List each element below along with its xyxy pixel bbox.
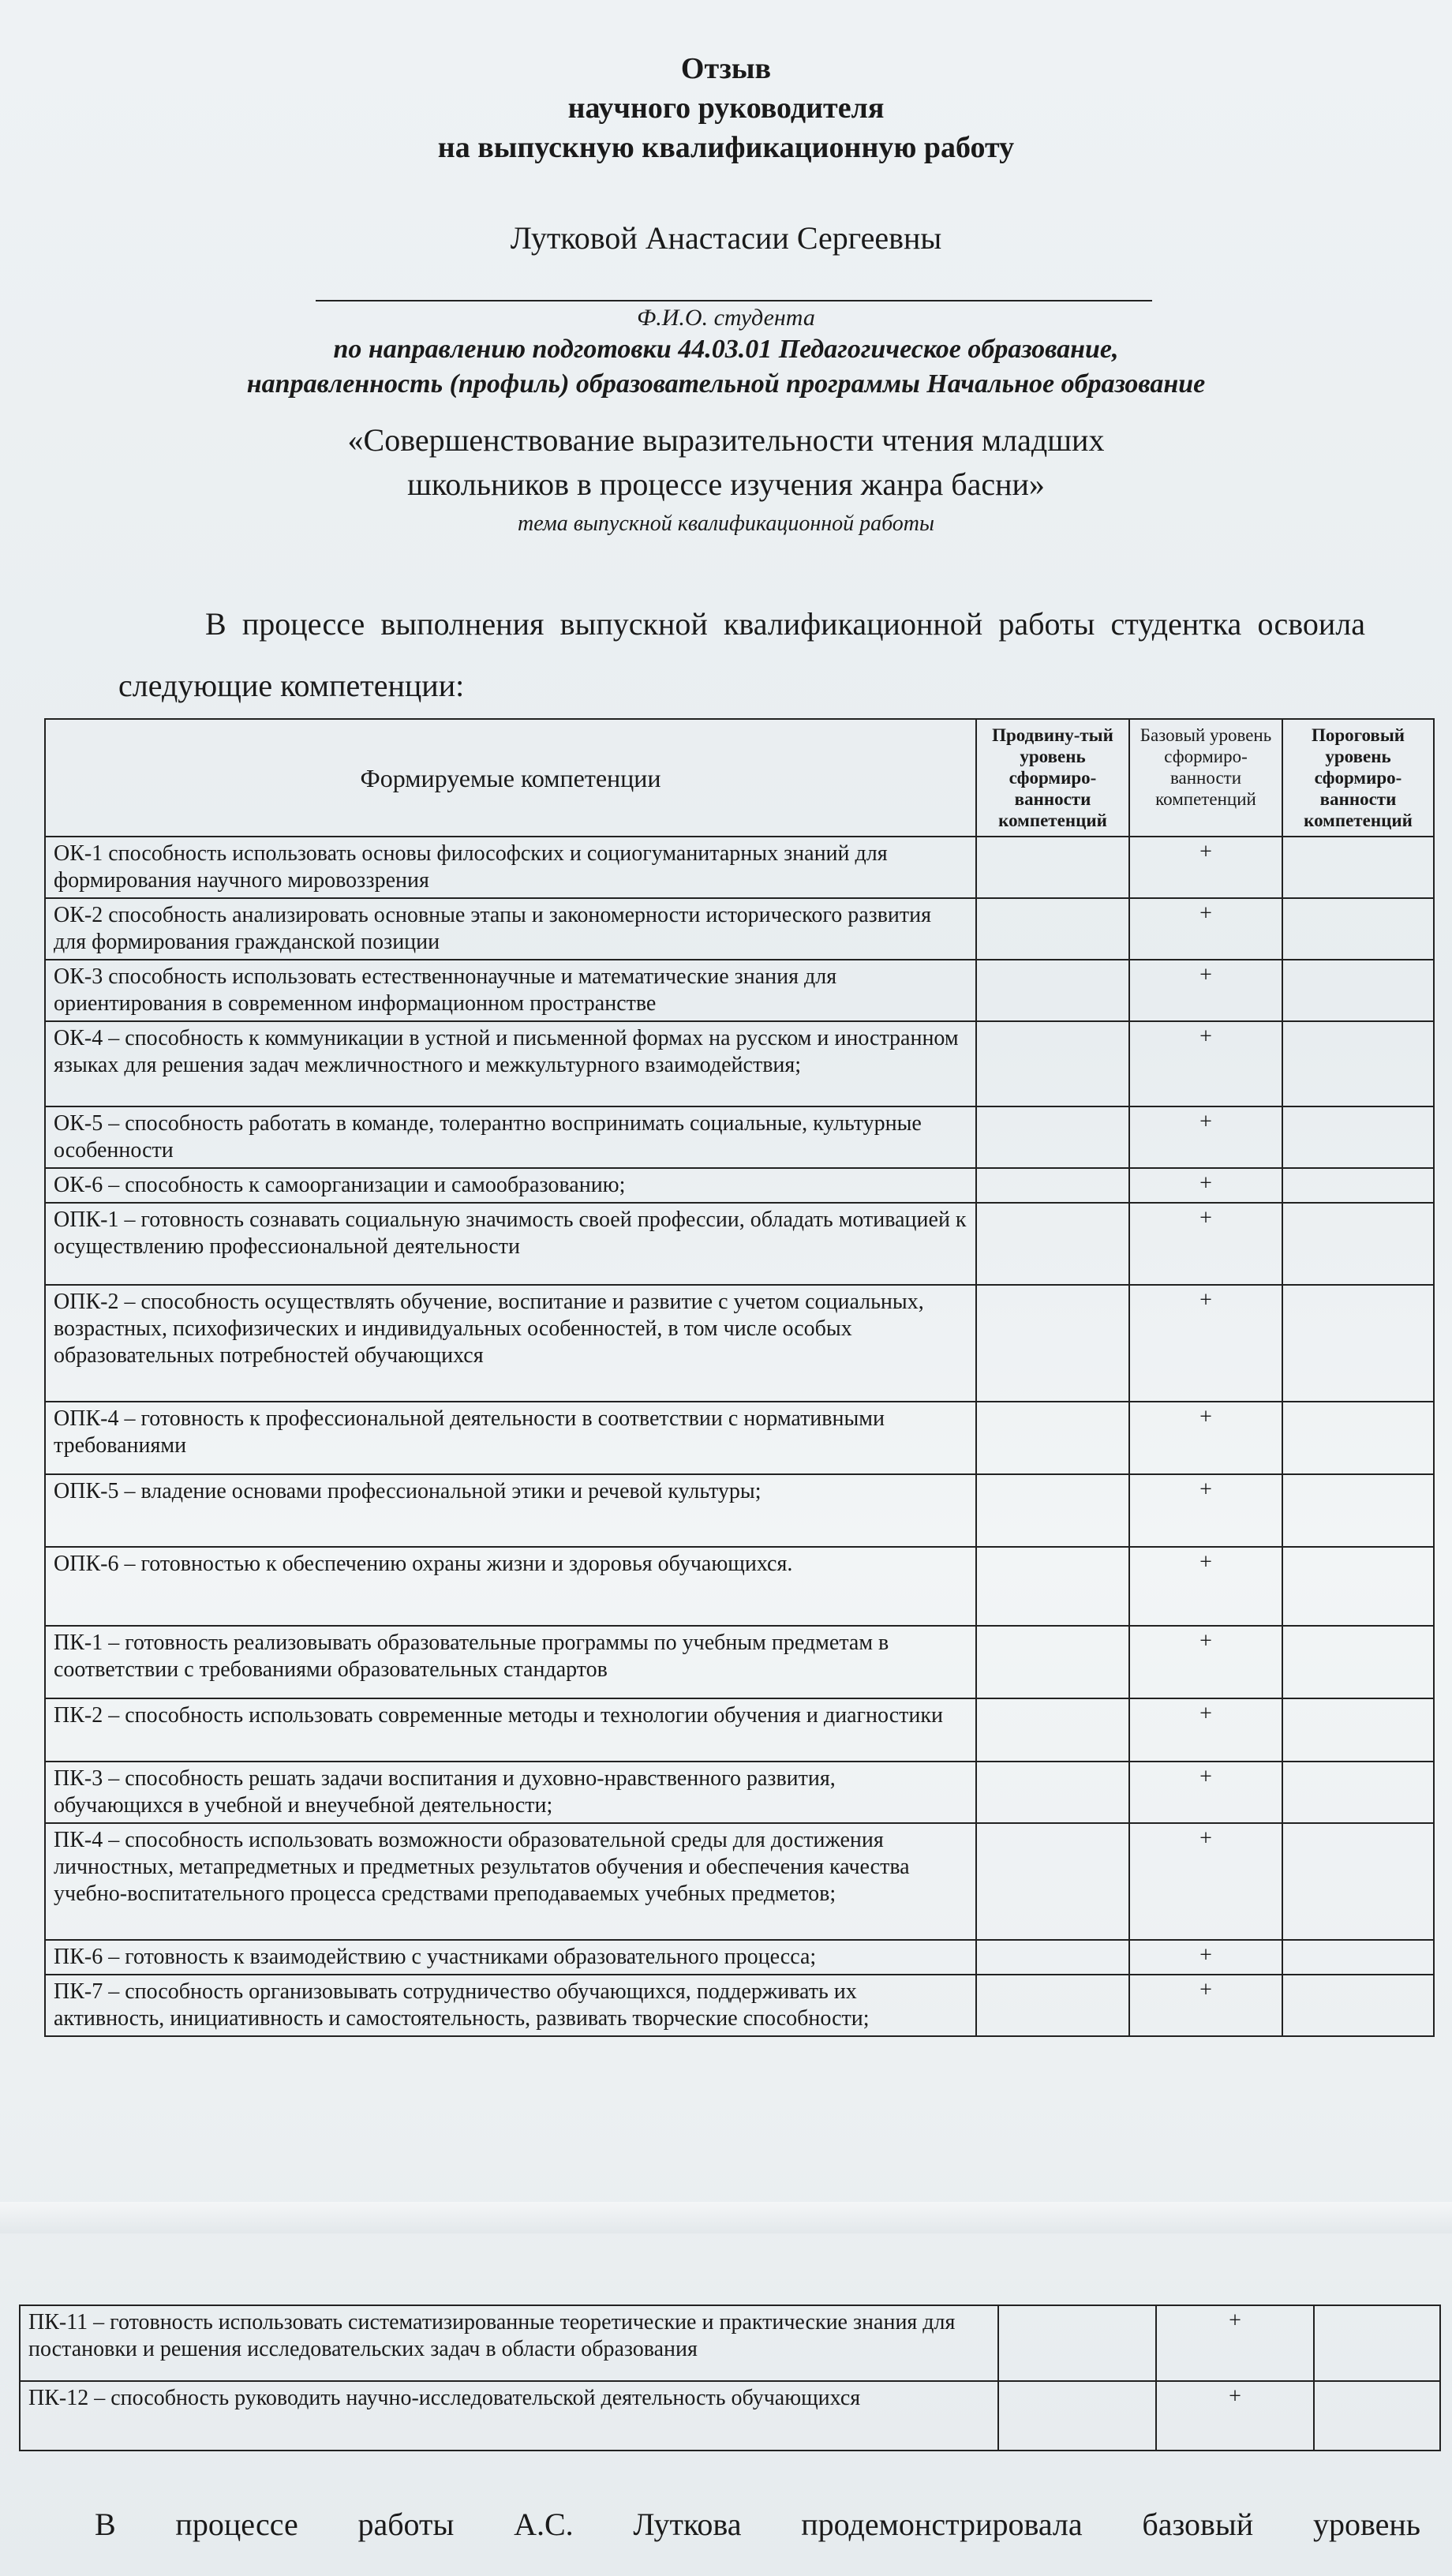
basic-level-cell: +	[1129, 1168, 1282, 1203]
advanced-level-cell	[998, 2381, 1156, 2451]
table-row	[45, 1762, 1434, 1823]
competence-cell: ПК-2 – способность использовать современные методы и технологии обучения и диагностики	[45, 1698, 976, 1762]
advanced-level-cell	[976, 837, 1129, 898]
table-row	[45, 1975, 1434, 2036]
student-name: Лутковой Анастасии Сергеевны	[510, 220, 942, 256]
doc-title: Отзыв	[680, 52, 772, 85]
basic-level-cell: +	[1129, 1698, 1282, 1762]
threshold-level-cell	[1282, 1698, 1434, 1762]
doc-subtitle-2: на выпускную квалификационную работу	[437, 131, 1015, 164]
threshold-level-cell	[1282, 1021, 1434, 1106]
basic-level-cell: +	[1129, 1021, 1282, 1106]
threshold-level-cell	[1282, 960, 1434, 1021]
threshold-level-cell	[1282, 1168, 1434, 1203]
basic-level-cell: +	[1156, 2381, 1314, 2451]
threshold-level-cell	[1282, 1547, 1434, 1626]
advanced-level-cell	[976, 1626, 1129, 1698]
table-row	[45, 1402, 1434, 1474]
table-body-continued	[20, 2305, 1440, 2451]
threshold-level-cell	[1282, 898, 1434, 960]
table-row	[45, 1698, 1434, 1762]
basic-level-cell: +	[1129, 1823, 1282, 1940]
competence-cell: ОПК-5 – владение основами профессиональной этики и речевой культуры;	[45, 1474, 976, 1547]
advanced-level-cell	[976, 1547, 1129, 1626]
table-row	[45, 960, 1434, 1021]
competence-table	[44, 718, 1435, 2037]
threshold-level-cell	[1282, 1975, 1434, 2036]
basic-level-cell: +	[1156, 2305, 1314, 2381]
table-row	[45, 1285, 1434, 1402]
competence-cell: ОК-5 – способность работать в команде, толерантно воспринимать социальные, культурные особенности	[45, 1106, 976, 1168]
table-row	[45, 1168, 1434, 1203]
advanced-level-cell	[976, 1823, 1129, 1940]
basic-level-cell: +	[1129, 1106, 1282, 1168]
advanced-level-cell	[976, 1402, 1129, 1474]
basic-level-cell: +	[1129, 1626, 1282, 1698]
table-row	[20, 2381, 1440, 2451]
advanced-level-cell	[976, 1168, 1129, 1203]
competence-table-continued	[19, 2305, 1441, 2451]
threshold-level-cell	[1282, 1626, 1434, 1698]
competence-cell: ОК-1 способность использовать основы философских и социогуманитарных знаний для формирования научного мировоззрения	[45, 837, 976, 898]
table-row	[45, 1203, 1434, 1285]
table-row	[45, 1823, 1434, 1940]
advanced-level-cell	[976, 1106, 1129, 1168]
advanced-level-cell	[976, 1203, 1129, 1285]
threshold-level-cell	[1282, 1402, 1434, 1474]
competence-cell: ОПК-1 – готовность сознавать социальную значимость своей профессии, обладать мотивацией к осуществлению профессиональной деятельности	[45, 1203, 976, 1285]
page-break	[0, 2202, 1452, 2233]
basic-level-cell: +	[1129, 1762, 1282, 1823]
basic-level-cell: +	[1129, 960, 1282, 1021]
intro-paragraph: В процессе выполнения выпускной квалификационной работы студентка освоила следующие компетенции:	[118, 606, 1365, 703]
closing-paragraph: В процессе работы А.С. Луткова продемонстрировала базовый уровень	[95, 2507, 1420, 2542]
theme-line-1: «Совершенствование выразительности чтения младших	[347, 422, 1105, 458]
basic-level-cell: +	[1129, 837, 1282, 898]
threshold-level-cell	[1314, 2381, 1440, 2451]
competence-cell: ОК-2 способность анализировать основные этапы и закономерности исторического развития для формирования гражданской позиции	[45, 898, 976, 960]
threshold-level-cell	[1282, 1106, 1434, 1168]
competence-cell: ОК-4 – способность к коммуникации в устной и письменной формах на русском и иностранном языках для решения задач межличностного и межкультурного взаимодействия;	[45, 1021, 976, 1106]
advanced-level-cell	[976, 1975, 1129, 2036]
competence-cell: ОК-6 – способность к самоорганизации и самообразованию;	[45, 1168, 976, 1203]
basic-level-cell: +	[1129, 1474, 1282, 1547]
table-row	[45, 898, 1434, 960]
competence-cell: ПК-12 – способность руководить научно-исследовательской деятельность обучающихся	[20, 2381, 998, 2451]
competence-cell: ОПК-2 – способность осуществлять обучение, воспитание и развитие с учетом социальных, возрастных, психофизических и индивидуальных особенностей, в том числе особых образовательных потребностей обучающихся	[45, 1285, 976, 1402]
advanced-level-cell	[976, 1940, 1129, 1975]
direction-line-1: по направлению подготовки 44.03.01 Педагогическое образование,	[333, 335, 1119, 364]
competence-cell: ПК-7 – способность организовывать сотрудничество обучающихся, поддерживать их активность, инициативность и самостоятельность, развивать творческие способности;	[45, 1975, 976, 2036]
header-advanced: Продвину-тый уровень сформиро-ванности компетенций	[976, 719, 1129, 837]
basic-level-cell: +	[1129, 1203, 1282, 1285]
competence-cell: ПК-3 – способность решать задачи воспитания и духовно-нравственного развития, обучающихся в учебной и внеучебной деятельности;	[45, 1762, 976, 1823]
basic-level-cell: +	[1129, 1547, 1282, 1626]
basic-level-cell: +	[1129, 1975, 1282, 2036]
table-row	[45, 1021, 1434, 1106]
competence-cell: ПК-11 – готовность использовать систематизированные теоретические и практические знания для постановки и решения исследовательских задач в области образования	[20, 2305, 998, 2381]
threshold-level-cell	[1282, 1474, 1434, 1547]
student-caption: Ф.И.О. студента	[637, 305, 815, 331]
advanced-level-cell	[976, 1698, 1129, 1762]
threshold-level-cell	[1282, 1203, 1434, 1285]
table-row	[45, 1626, 1434, 1698]
advanced-level-cell	[976, 1285, 1129, 1402]
advanced-level-cell	[998, 2305, 1156, 2381]
advanced-level-cell	[976, 1021, 1129, 1106]
direction-line-2: направленность (профиль) образовательной программы Начальное образование	[246, 369, 1206, 399]
threshold-level-cell	[1282, 837, 1434, 898]
header-competence: Формируемые компетенции	[45, 719, 976, 837]
table-body	[45, 837, 1434, 2036]
header-threshold: Пороговый уровень сформиро-ванности компетенций	[1282, 719, 1434, 837]
header-basic: Базовый уровень сформиро-ванности компетенций	[1129, 719, 1282, 837]
basic-level-cell: +	[1129, 1402, 1282, 1474]
basic-level-cell: +	[1129, 1940, 1282, 1975]
basic-level-cell: +	[1129, 1285, 1282, 1402]
table-header-row	[45, 719, 1434, 837]
threshold-level-cell	[1282, 1823, 1434, 1940]
threshold-level-cell	[1282, 1762, 1434, 1823]
threshold-level-cell	[1314, 2305, 1440, 2381]
doc-subtitle: научного руководителя	[567, 92, 885, 125]
advanced-level-cell	[976, 898, 1129, 960]
name-underline	[316, 300, 1152, 301]
theme-caption: тема выпускной квалификационной работы	[517, 511, 934, 536]
table-row	[45, 837, 1434, 898]
competence-cell: ПК-4 – способность использовать возможности образовательной среды для достижения личностных, метапредметных и предметных результатов обучения и обеспечения качества учебно-воспитательного процесса средствами преподаваемых учебных предметов;	[45, 1823, 976, 1940]
basic-level-cell: +	[1129, 898, 1282, 960]
advanced-level-cell	[976, 1474, 1129, 1547]
competence-cell: ОК-3 способность использовать естественнонаучные и математические знания для ориентирования в современном информационном пространстве	[45, 960, 976, 1021]
table-row	[45, 1474, 1434, 1547]
advanced-level-cell	[976, 1762, 1129, 1823]
table-row	[45, 1547, 1434, 1626]
threshold-level-cell	[1282, 1940, 1434, 1975]
advanced-level-cell	[976, 960, 1129, 1021]
table-row	[45, 1940, 1434, 1975]
competence-cell: ОПК-4 – готовность к профессиональной деятельности в соответствии с нормативными требованиями	[45, 1402, 976, 1474]
competence-cell: ПК-6 – готовность к взаимодействию с участниками образовательного процесса;	[45, 1940, 976, 1975]
table-row	[20, 2305, 1440, 2381]
competence-cell: ПК-1 – готовность реализовывать образовательные программы по учебным предметам в соответствии с требованиями образовательных стандартов	[45, 1626, 976, 1698]
table-row	[45, 1106, 1434, 1168]
theme-line-2: школьников в процессе изучения жанра басни»	[407, 466, 1045, 502]
competence-cell: ОПК-6 – готовностью к обеспечению охраны жизни и здоровья обучающихся.	[45, 1547, 976, 1626]
threshold-level-cell	[1282, 1285, 1434, 1402]
